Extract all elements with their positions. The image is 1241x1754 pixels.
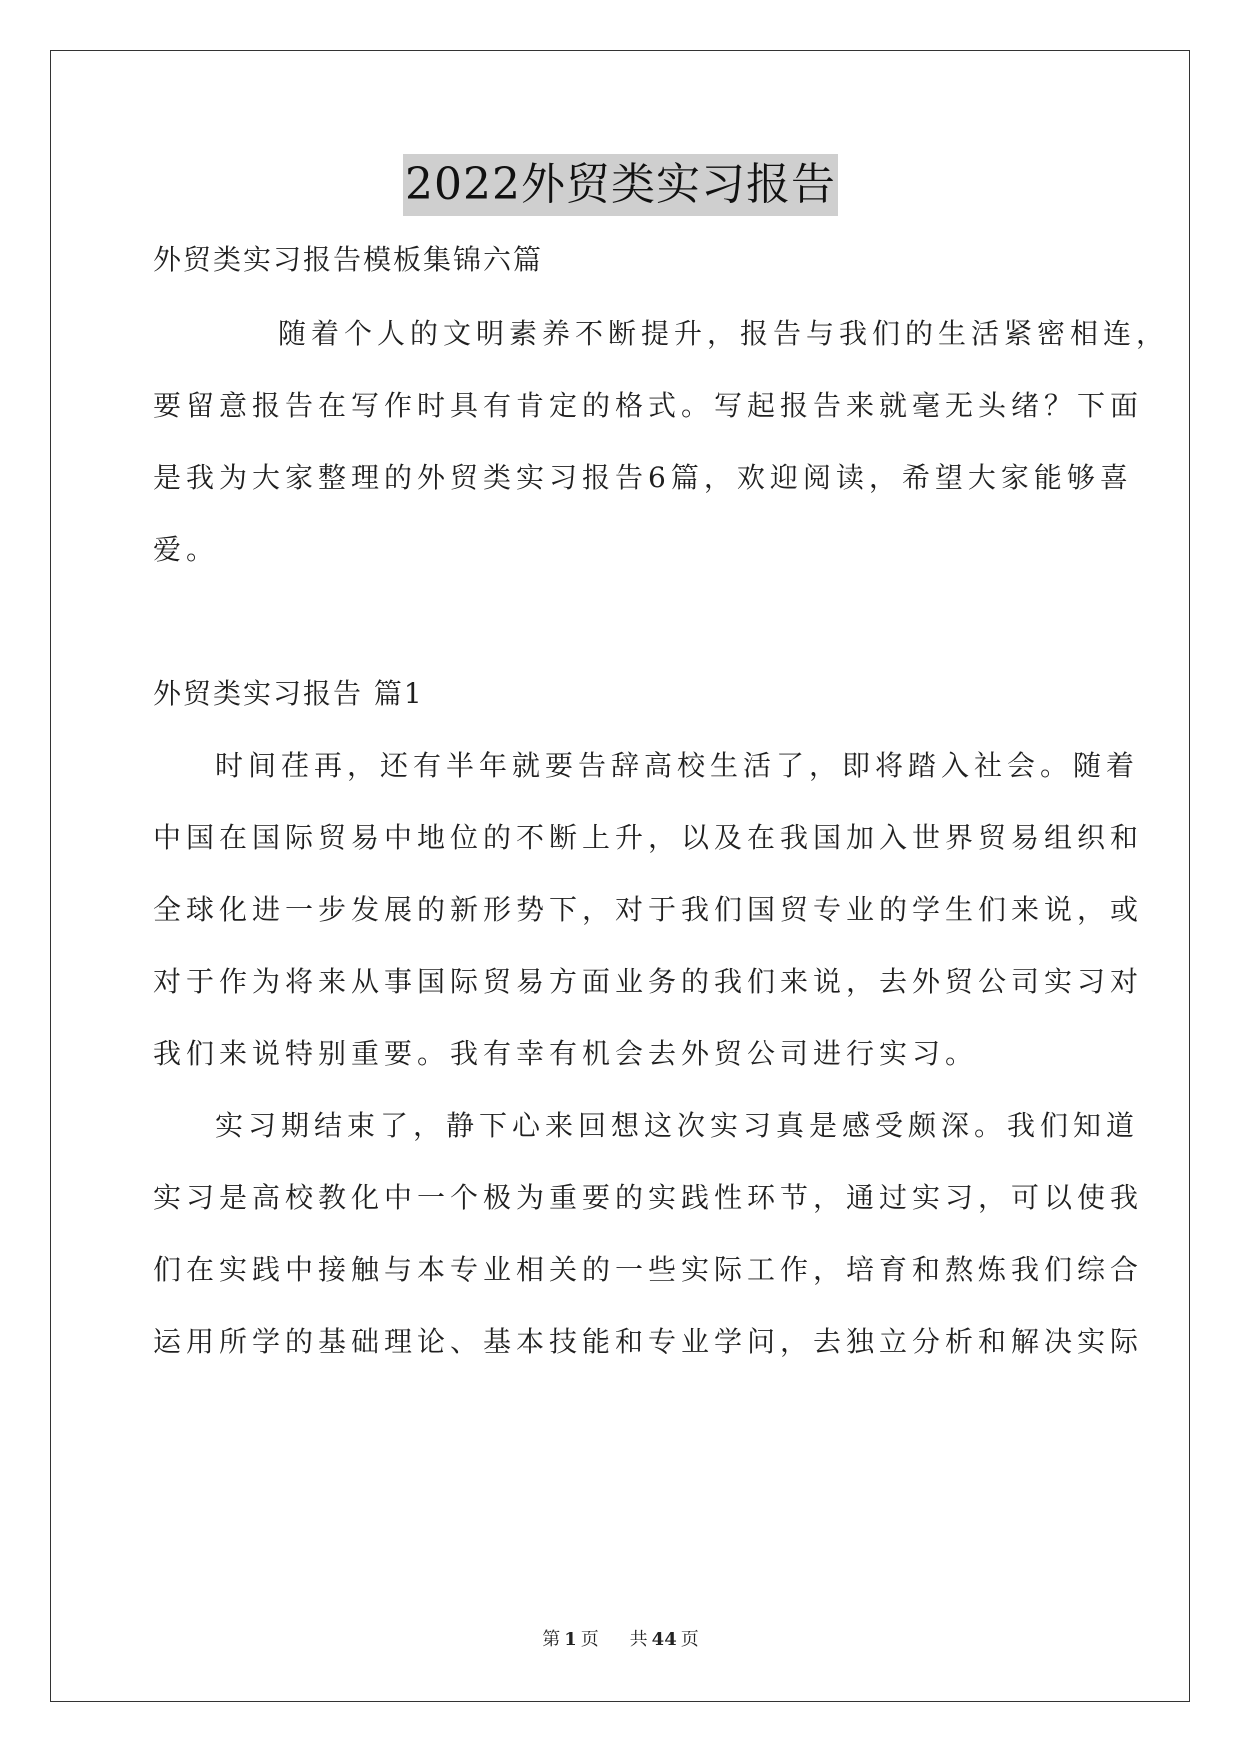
paragraph1-line-3: 全球化进一步发展的新形势下，对于我们国贸专业的学生们来说，或: [153, 893, 1144, 926]
document-title: 2022外贸类实习报告: [403, 154, 838, 216]
page-footer: [0, 1628, 1241, 1652]
total-pages: 44: [651, 1629, 677, 1650]
page-number-label: [540, 1629, 601, 1650]
paragraph1-line-1: 时间荏再，还有半年就要告辞高校生活了，即将踏入社会。随着: [215, 749, 1140, 782]
page-suffix: 页: [580, 1629, 599, 1650]
total-suffix: 页: [680, 1629, 699, 1650]
intro-line-4: 爱。: [153, 533, 220, 566]
paragraph1-line-5: 我们来说特别重要。我有幸有机会去外贸公司进行实习。: [153, 1037, 979, 1070]
paragraph2-line-1: 实习期结束了，静下心来回想这次实习真是感受颇深。我们知道: [215, 1109, 1140, 1142]
section-heading: 外贸类实习报告 篇1: [153, 677, 424, 710]
intro-line-1: 随着个人的文明素养不断提升，报告与我们的生活紧密相连，: [278, 317, 1170, 350]
title-container: [0, 154, 1241, 216]
page-number: 1: [564, 1629, 577, 1650]
document-subtitle: 外贸类实习报告模板集锦六篇: [153, 243, 544, 276]
paragraph1-line-2: 中国在国际贸易中地位的不断上升，以及在我国加入世界贸易组织和: [153, 821, 1144, 854]
paragraph2-line-2: 实习是高校教化中一个极为重要的实践性环节，通过实习，可以使我: [153, 1181, 1144, 1214]
page-border: [50, 50, 1190, 1702]
total-prefix: 共: [629, 1629, 648, 1650]
paragraph2-line-4: 运用所学的基础理论、基本技能和专业学问，去独立分析和解决实际: [153, 1325, 1144, 1358]
paragraph2-line-3: 们在实践中接触与本专业相关的一些实际工作，培育和熬炼我们综合: [153, 1253, 1144, 1286]
page-prefix: 第: [542, 1629, 561, 1650]
intro-line-3: 是我为大家整理的外贸类实习报告6篇，欢迎阅读，希望大家能够喜: [153, 461, 1133, 494]
paragraph1-line-4: 对于作为将来从事国际贸易方面业务的我们来说，去外贸公司实习对: [153, 965, 1144, 998]
intro-line-2: 要留意报告在写作时具有肯定的格式。写起报告来就毫无头绪？下面: [153, 389, 1144, 422]
total-pages-label: [628, 1629, 701, 1650]
